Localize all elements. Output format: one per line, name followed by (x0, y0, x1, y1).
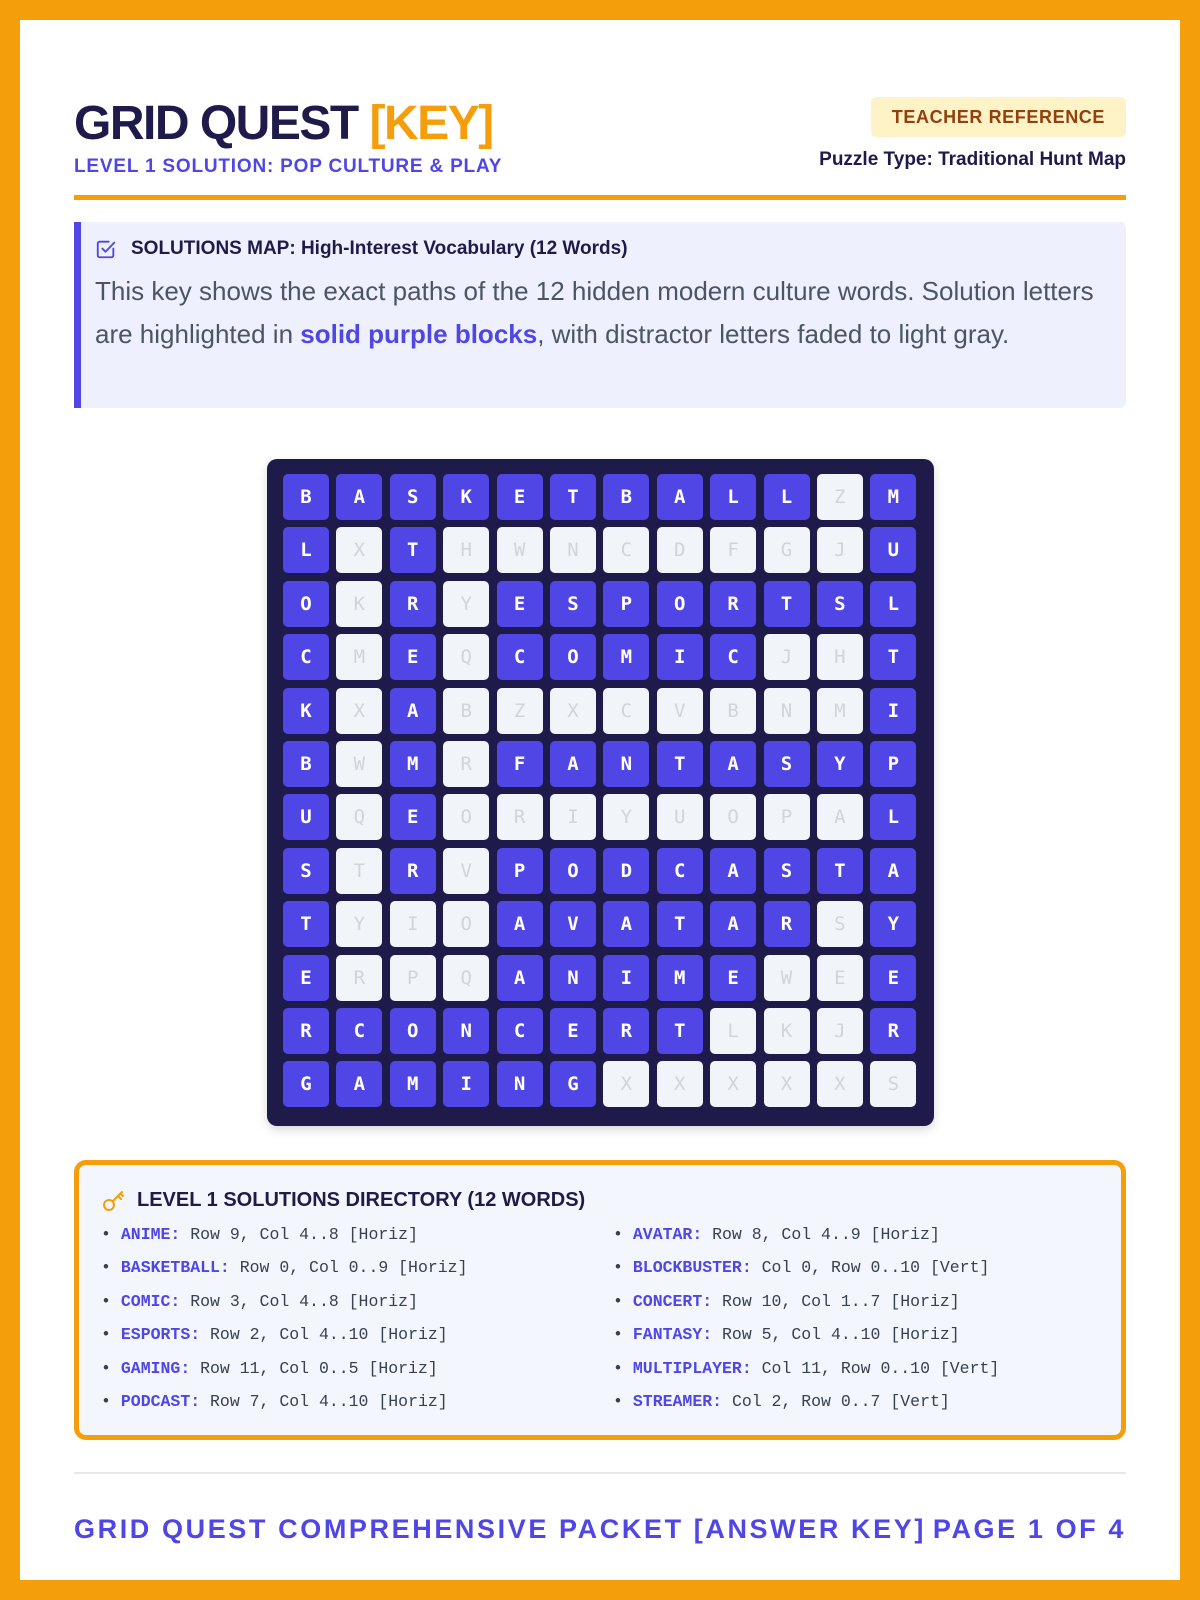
grid-cell-distractor: X (657, 1061, 703, 1107)
grid-cell-distractor: R (443, 741, 489, 787)
bullet: • (613, 1391, 623, 1411)
grid-cell-distractor: J (817, 1008, 863, 1054)
grid-cell-distractor: M (817, 688, 863, 734)
grid-cell-distractor: V (443, 848, 489, 894)
directory-item (101, 1388, 613, 1421)
grid-cell-distractor: D (657, 527, 703, 573)
grid-cell-solution: R (283, 1008, 329, 1054)
grid-cell-distractor: Q (443, 955, 489, 1001)
grid-cell-solution: A (336, 1061, 382, 1107)
grid-cell-solution: P (870, 741, 916, 787)
grid-cell-distractor: Z (817, 474, 863, 520)
directory-heading (101, 1187, 1101, 1213)
grid-cell-solution: L (710, 474, 756, 520)
grid-cell-solution: E (497, 581, 543, 627)
grid-cell-solution: A (497, 901, 543, 947)
grid-cell-solution: O (283, 581, 329, 627)
grid-cell-solution: O (657, 581, 703, 627)
directory-item (101, 1355, 613, 1388)
grid-cell-distractor: I (390, 901, 436, 947)
grid-cell-solution: C (497, 1008, 543, 1054)
word-search-grid (267, 459, 934, 1126)
grid-cell-distractor: E (817, 955, 863, 1001)
grid-cell-solution: R (764, 901, 810, 947)
directory-word: ESPORTS: (120, 1325, 201, 1345)
title-main: GRID QUEST (74, 97, 358, 150)
grid-cell-distractor: N (764, 688, 810, 734)
grid-cell-distractor: J (764, 634, 810, 680)
grid-cell-solution: V (550, 901, 596, 947)
grid-cell-distractor: X (336, 688, 382, 734)
grid-cell-distractor: X (710, 1061, 756, 1107)
grid-cell-solution: C (283, 634, 329, 680)
grid-cell-distractor: P (764, 794, 810, 840)
directory-word: ANIME: (120, 1225, 181, 1244)
grid-cell-distractor: Q (336, 794, 382, 840)
grid-cell-solution: A (657, 474, 703, 520)
grid-cell-distractor: Y (603, 794, 649, 840)
directory-word: AVATAR: (632, 1225, 703, 1244)
grid-cell-solution: S (283, 848, 329, 894)
grid-cell-solution: R (390, 581, 436, 627)
solutions-directory (74, 1160, 1126, 1440)
check-square-icon (95, 238, 117, 260)
grid-cell-solution: E (390, 794, 436, 840)
grid-cell-distractor: W (764, 955, 810, 1001)
grid-cell-solution: A (497, 955, 543, 1001)
grid-cell-distractor: J (817, 527, 863, 573)
info-text-before: This key shows the exact paths of the 12 hidden modern culture words. Solution letters are highlighted in (95, 276, 1094, 349)
grid-cell-solution: E (550, 1008, 596, 1054)
grid-cell-solution: R (390, 848, 436, 894)
grid-cell-distractor: S (870, 1061, 916, 1107)
grid-cell-solution: E (497, 474, 543, 520)
grid-cell-solution: E (390, 634, 436, 680)
grid-cell-solution: U (283, 794, 329, 840)
grid-cell-solution: D (603, 848, 649, 894)
grid-cell-solution: A (603, 901, 649, 947)
grid-cell-distractor: Y (336, 901, 382, 947)
grid-cell-solution: A (710, 848, 756, 894)
directory-word: PODCAST: (120, 1391, 201, 1411)
grid-cell-solution: E (710, 955, 756, 1001)
grid-cell-distractor: F (710, 527, 756, 573)
grid-cell-distractor: G (764, 527, 810, 573)
grid-cell-solution: R (603, 1008, 649, 1054)
grid-cell-solution: A (336, 474, 382, 520)
directory-location: Col 11, Row 0..10 [Vert] (761, 1358, 1000, 1378)
grid-cell-distractor: S (817, 901, 863, 947)
grid-cell-solution: S (390, 474, 436, 520)
directory-item (613, 1288, 1093, 1321)
bullet: • (613, 1291, 623, 1311)
bullet: • (613, 1358, 623, 1378)
bullet: • (613, 1258, 623, 1278)
grid-cell-distractor: X (336, 527, 382, 573)
grid-cell-solution: T (657, 741, 703, 787)
grid-cell-solution: L (870, 794, 916, 840)
grid-cell-solution: E (870, 955, 916, 1001)
grid-cell-solution: Y (817, 741, 863, 787)
page-title (74, 96, 493, 151)
grid-cell-solution: M (657, 955, 703, 1001)
footer-packet-title: GRID QUEST COMPREHENSIVE PACKET [ANSWER KEY] (74, 1514, 926, 1544)
directory-word: STREAMER: (632, 1391, 723, 1411)
grid-cell-solution: A (550, 741, 596, 787)
info-box-title: SOLUTIONS MAP: High-Interest Vocabulary (12 Words) (131, 238, 628, 259)
grid-cell-distractor: X (764, 1061, 810, 1107)
grid-cell-solution: I (443, 1061, 489, 1107)
bullet: • (613, 1325, 623, 1345)
grid-cell-solution: E (283, 955, 329, 1001)
grid-cell-solution: M (390, 741, 436, 787)
grid-cell-solution: T (817, 848, 863, 894)
directory-location: Row 3, Col 4..8 [Horiz] (190, 1291, 418, 1311)
answer-key-page (20, 20, 1180, 1580)
info-text-after: , with distractor letters faded to light gray. (537, 319, 1010, 349)
directory-list (101, 1221, 1101, 1421)
grid-cell-distractor: W (497, 527, 543, 573)
directory-word: BLOCKBUSTER: (632, 1258, 752, 1278)
teacher-reference-badge: TEACHER REFERENCE (871, 97, 1126, 137)
bullet: • (101, 1291, 111, 1311)
info-text-highlight: solid purple blocks (300, 319, 538, 349)
grid-cell-solution: T (657, 901, 703, 947)
grid-cell-distractor: R (336, 955, 382, 1001)
grid-cell-distractor: X (550, 688, 596, 734)
directory-item (101, 1321, 613, 1354)
directory-location: Row 2, Col 4..10 [Horiz] (210, 1325, 448, 1345)
directory-item (613, 1254, 1093, 1287)
grid-cell-distractor: H (817, 634, 863, 680)
grid-cell-solution: G (550, 1061, 596, 1107)
directory-item (613, 1321, 1093, 1354)
grid-cell-distractor: Q (443, 634, 489, 680)
grid-cell-solution: P (603, 581, 649, 627)
grid-cell-solution: C (657, 848, 703, 894)
grid-cell-solution: K (283, 688, 329, 734)
grid-cell-distractor: B (443, 688, 489, 734)
grid-cell-distractor: O (443, 901, 489, 947)
page-header (74, 76, 1126, 200)
page-subtitle: LEVEL 1 SOLUTION: POP CULTURE & PLAY (74, 156, 503, 177)
directory-location: Row 9, Col 4..8 [Horiz] (190, 1225, 418, 1244)
title-accent: [KEY] (369, 97, 493, 150)
directory-location: Col 2, Row 0..7 [Vert] (731, 1391, 950, 1411)
grid-cell-distractor: C (603, 527, 649, 573)
directory-word: FANTASY: (632, 1325, 713, 1345)
grid-cell-solution: L (283, 527, 329, 573)
grid-cell-solution: O (550, 848, 596, 894)
grid-cell-distractor: P (390, 955, 436, 1001)
grid-cell-distractor: Y (443, 581, 489, 627)
bullet: • (101, 1225, 111, 1244)
grid-cell-distractor: O (443, 794, 489, 840)
grid-cell-solution: C (710, 634, 756, 680)
directory-location: Row 8, Col 4..9 [Horiz] (712, 1225, 940, 1244)
grid-cell-solution: Y (870, 901, 916, 947)
grid-cell-solution: S (550, 581, 596, 627)
grid-cell-solution: O (550, 634, 596, 680)
bullet: • (101, 1258, 111, 1278)
directory-word: BASKETBALL: (120, 1258, 230, 1278)
grid-cell-solution: B (283, 474, 329, 520)
grid-cell-distractor: W (336, 741, 382, 787)
grid-cell-solution: I (603, 955, 649, 1001)
grid-cell-solution: B (283, 741, 329, 787)
grid-cell-distractor: C (603, 688, 649, 734)
grid-cell-solution: T (657, 1008, 703, 1054)
grid-cell-solution: N (603, 741, 649, 787)
footer-page-number: PAGE 1 OF 4 (932, 1514, 1126, 1544)
grid-cell-distractor: B (710, 688, 756, 734)
grid-cell-solution: N (443, 1008, 489, 1054)
puzzle-type-label: Puzzle Type: Traditional Hunt Map (819, 149, 1126, 170)
grid-cell-distractor: N (550, 527, 596, 573)
grid-cell-solution: L (870, 581, 916, 627)
page-footer (74, 1472, 1126, 1558)
grid-cell-solution: L (764, 474, 810, 520)
directory-word: COMIC: (120, 1291, 181, 1311)
grid-cell-distractor: X (603, 1061, 649, 1107)
directory-word: GAMING: (120, 1358, 191, 1378)
directory-item (101, 1288, 613, 1321)
bullet: • (613, 1225, 623, 1244)
grid-cell-distractor: X (817, 1061, 863, 1107)
directory-item (613, 1355, 1093, 1388)
grid-cell-solution: G (283, 1061, 329, 1107)
grid-cell-solution: A (710, 901, 756, 947)
grid-cell-solution: S (764, 848, 810, 894)
grid-cell-solution: R (870, 1008, 916, 1054)
grid-cell-distractor: L (710, 1008, 756, 1054)
directory-location: Row 10, Col 1..7 [Horiz] (722, 1291, 960, 1311)
grid-cell-solution: M (390, 1061, 436, 1107)
grid-cell-distractor: I (550, 794, 596, 840)
directory-location: Row 7, Col 4..10 [Horiz] (210, 1391, 448, 1411)
directory-item (613, 1221, 1093, 1254)
grid-cell-solution: B (603, 474, 649, 520)
grid-cell-solution: U (870, 527, 916, 573)
grid-cell-solution: P (497, 848, 543, 894)
grid-cell-solution: A (390, 688, 436, 734)
grid-cell-solution: K (443, 474, 489, 520)
grid-cell-solution: A (870, 848, 916, 894)
bullet: • (101, 1391, 111, 1411)
grid-cell-distractor: R (497, 794, 543, 840)
info-box-heading (95, 236, 1108, 262)
grid-cell-solution: T (870, 634, 916, 680)
directory-location: Row 0, Col 0..9 [Horiz] (239, 1258, 468, 1278)
directory-location: Col 0, Row 0..10 [Vert] (761, 1258, 990, 1278)
directory-location: Row 5, Col 4..10 [Horiz] (722, 1325, 960, 1345)
grid-cell-distractor: K (764, 1008, 810, 1054)
grid-cell-solution: S (764, 741, 810, 787)
directory-word: MULTIPLAYER: (632, 1358, 752, 1378)
grid-cell-solution: I (657, 634, 703, 680)
grid-cell-solution: T (764, 581, 810, 627)
directory-title: LEVEL 1 SOLUTIONS DIRECTORY (12 WORDS) (137, 1188, 586, 1211)
grid-cell-distractor: O (710, 794, 756, 840)
grid-cell-distractor: Z (497, 688, 543, 734)
directory-word: CONCERT: (632, 1291, 713, 1311)
grid-cell-solution: T (283, 901, 329, 947)
grid-cell-solution: M (870, 474, 916, 520)
info-box-description (95, 270, 1108, 356)
grid-cell-solution: N (497, 1061, 543, 1107)
grid-cell-solution: T (390, 527, 436, 573)
grid-cell-distractor: U (657, 794, 703, 840)
grid-cell-solution: O (390, 1008, 436, 1054)
grid-cell-solution: R (710, 581, 756, 627)
grid-cell-solution: M (603, 634, 649, 680)
directory-item (101, 1254, 613, 1287)
grid-cell-solution: N (550, 955, 596, 1001)
bullet: • (101, 1358, 111, 1378)
directory-location: Row 11, Col 0..5 [Horiz] (200, 1358, 438, 1378)
grid-cell-solution: C (497, 634, 543, 680)
grid-cell-distractor: M (336, 634, 382, 680)
directory-item (613, 1388, 1093, 1421)
grid-cell-distractor: A (817, 794, 863, 840)
grid-cell-distractor: H (443, 527, 489, 573)
grid-cell-distractor: V (657, 688, 703, 734)
grid-cell-distractor: T (336, 848, 382, 894)
bullet: • (101, 1325, 111, 1345)
grid-cell-solution: I (870, 688, 916, 734)
grid-cell-solution: A (710, 741, 756, 787)
grid-cell-distractor: K (336, 581, 382, 627)
key-icon (101, 1187, 127, 1213)
directory-item (101, 1221, 613, 1254)
grid-cell-solution: C (336, 1008, 382, 1054)
solutions-map-info-box (74, 222, 1126, 408)
grid-cell-solution: T (550, 474, 596, 520)
grid-cell-solution: F (497, 741, 543, 787)
grid-cell-solution: S (817, 581, 863, 627)
